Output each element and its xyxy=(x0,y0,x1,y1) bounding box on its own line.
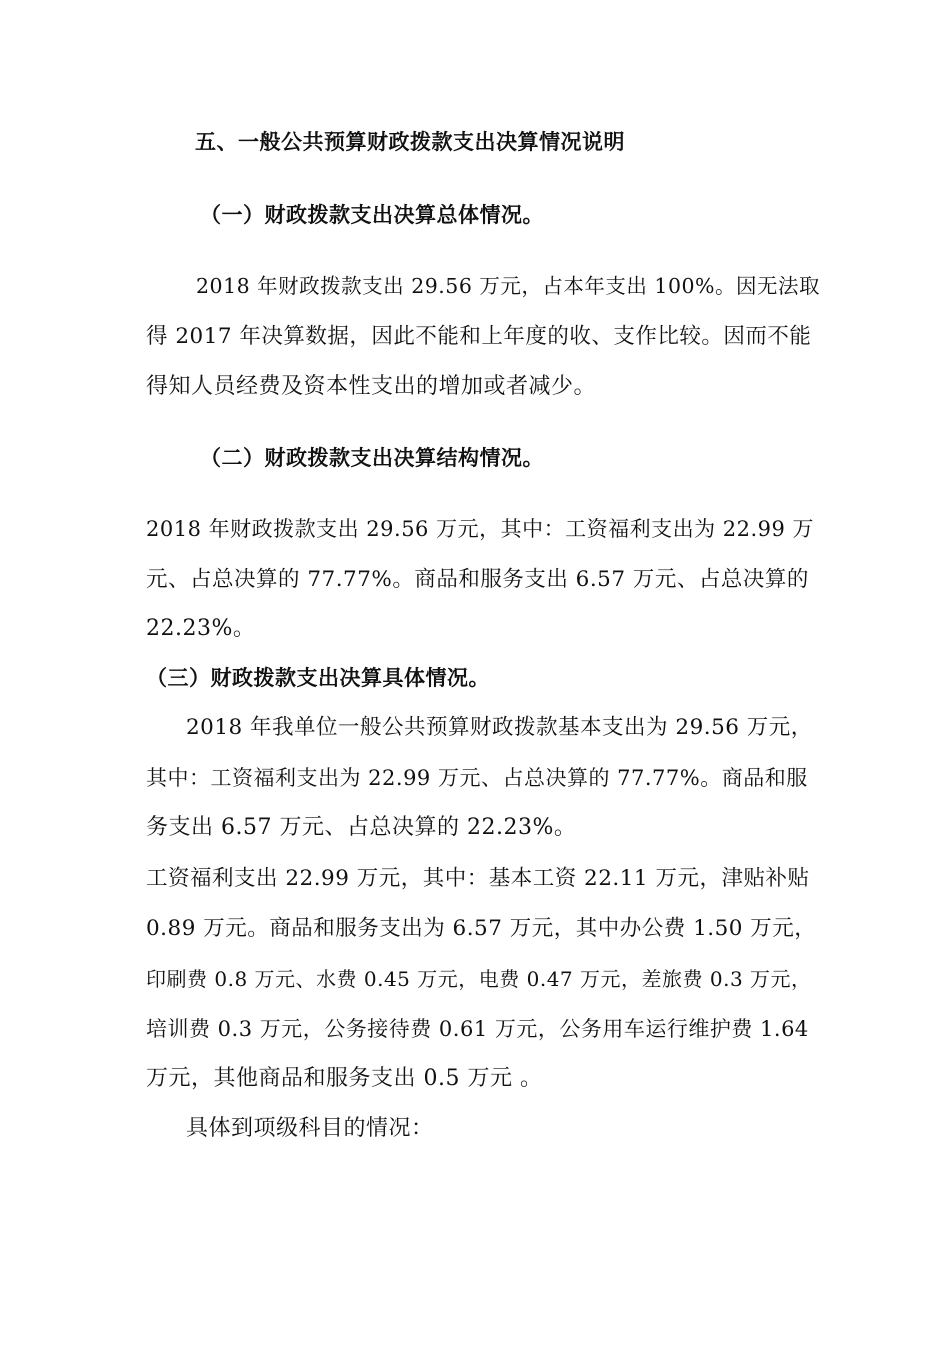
sub1-line-1: 2018 年财政拨款支出 29.56 万元，占本年支出 100%。因无法取 xyxy=(196,274,821,298)
sub3-heading: （三）财政拨款支出决算具体情况。 xyxy=(146,666,490,690)
sub2-line-2: 元、占总决算的 77.77%。商品和服务支出 6.57 万元、占总决算的 xyxy=(146,567,809,592)
sub3-line-7: 培训费 0.3 万元，公务接待费 0.61 万元，公务用车运行维护费 1.64 xyxy=(146,1017,809,1041)
section-heading: 五、一般公共预算财政拨款支出决算情况说明 xyxy=(195,130,625,154)
sub3-line-1: 2018 年我单位一般公共预算财政拨款基本支出为 29.56 万元， xyxy=(186,715,813,740)
sub3-line-3: 务支出 6.57 万元、占总决算的 22.23%。 xyxy=(146,815,577,840)
sub3-line-6: 印刷费 0.8 万元、水费 0.45 万元，电费 0.47 万元，差旅费 0.3 万元， xyxy=(146,967,812,991)
sub3-line-5: 0.89 万元。商品和服务支出为 6.57 万元，其中办公费 1.50 万元， xyxy=(146,916,817,941)
sub3-line-8: 万元，其他商品和服务支出 0.5 万元 。 xyxy=(146,1066,543,1091)
sub2-line-1: 2018 年财政拨款支出 29.56 万元，其中：工资福利支出为 22.99 万 xyxy=(146,517,815,541)
sub3-line-9: 具体到项级科目的情况： xyxy=(186,1116,434,1141)
sub1-line-3: 得知人员经费及资本性支出的增加或者减少。 xyxy=(146,374,597,399)
sub2-heading: （二）财政拨款支出决算结构情况。 xyxy=(200,446,544,470)
sub3-line-2: 其中：工资福利支出为 22.99 万元、占总决算的 77.77%。商品和服 xyxy=(146,766,808,790)
sub3-line-4: 工资福利支出 22.99 万元，其中：基本工资 22.11 万元，津贴补贴 xyxy=(146,866,810,891)
sub1-line-2: 得 2017 年决算数据，因此不能和上年度的收、支作比较。因而不能 xyxy=(146,324,812,349)
sub1-heading: （一）财政拨款支出决算总体情况。 xyxy=(200,203,544,227)
sub2-line-3: 22.23%。 xyxy=(146,616,256,641)
